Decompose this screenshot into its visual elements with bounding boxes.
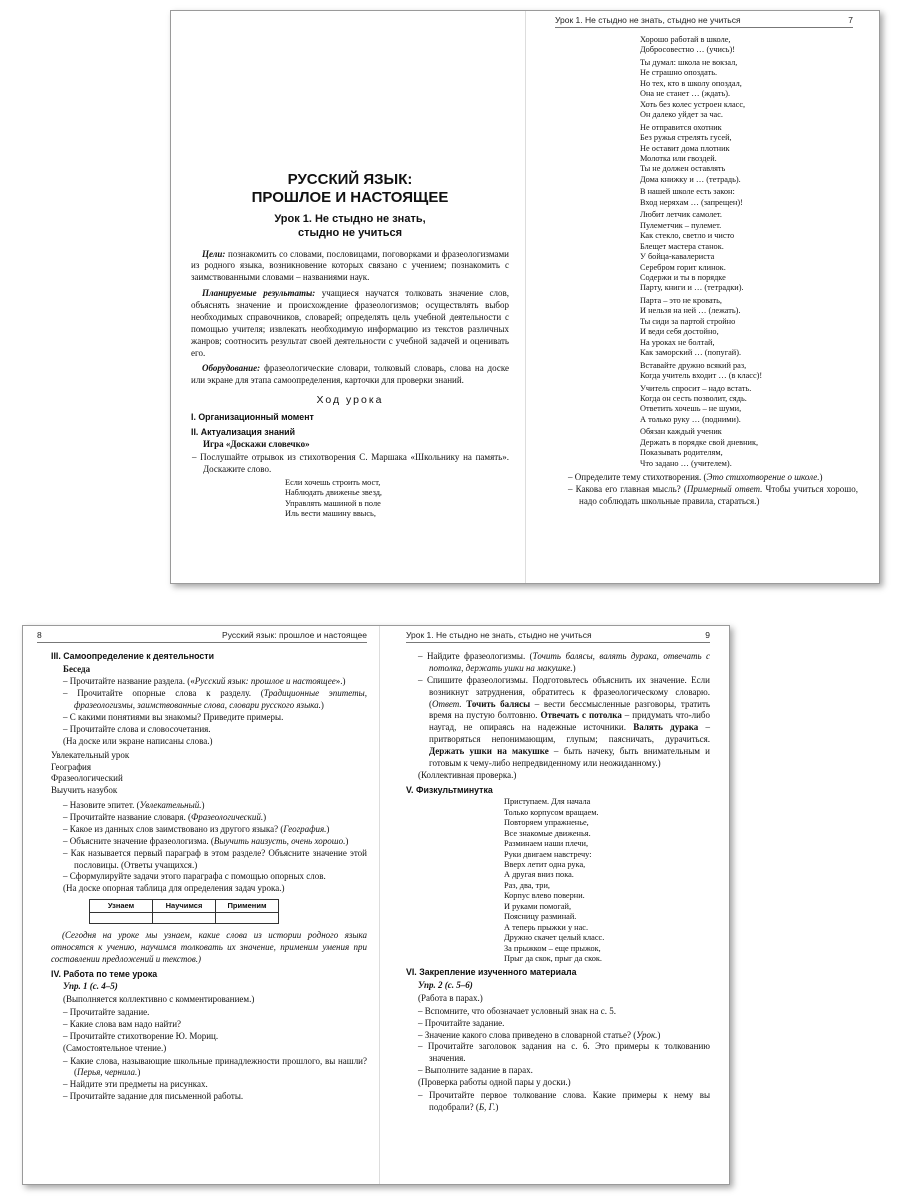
tasks-table-header-row — [90, 900, 279, 913]
list-item-answer: Увлекательный. — [139, 800, 202, 811]
section-5-heading: V. Физкультминутка — [406, 784, 493, 795]
board-word: Фразеологический — [51, 773, 123, 784]
list-item-text: – Какое из данных слов заимствовано из другого языка? ( — [63, 823, 284, 834]
section-4-heading: IV. Работа по теме урока — [51, 968, 158, 979]
poem-line: Ты думал: школа не вокзал, — [640, 57, 738, 67]
poem-line: Обязан каждый ученик — [640, 427, 722, 437]
question-theme-answer: Это стихотворение о школе. — [706, 472, 820, 483]
lesson-title-line1: Урок 1. Не стыдно не знать, — [274, 213, 426, 225]
list-item-text: – Найдите эти предметы на рисунках. — [63, 1079, 208, 1090]
list-item — [63, 812, 367, 824]
answer-label: Ответ. — [432, 698, 462, 709]
list-item-text: – С какими понятиями вы знакомы? Приведите примеры. — [63, 712, 284, 723]
list-item-text: – Прочитайте заголовок задания на с. 6. Это примеры к толкованию значения. — [418, 1041, 710, 1064]
page9-number: 9 — [705, 630, 710, 640]
last-question-end: ) — [495, 1101, 499, 1112]
poem-line: Парта – это не кровать, — [640, 295, 723, 305]
poem-line: Ты сиди за партой стройно — [640, 316, 736, 326]
list-item-text: – Выполните задание в парах. — [418, 1065, 533, 1076]
board-word: Выучить назубок — [51, 785, 118, 796]
list-item — [63, 724, 367, 736]
poem-line: Дружно скачет целый класс. — [504, 933, 605, 943]
list-item — [418, 1006, 710, 1018]
question-main-idea-answer: Чтобы учиться хорошо, надо соблюдать школьные правила, стараться.) — [579, 484, 858, 506]
poem-line: Если хочешь строить мост, — [285, 477, 381, 487]
poem-line: Серебром горит клинок. — [640, 262, 726, 272]
poem-line: Парту, книги и … (тетрадки). — [640, 283, 744, 293]
page8-number: 8 — [37, 630, 42, 640]
exercise-1-note: (Выполняется коллективно с комментированием.) — [63, 994, 255, 1005]
poem-line: Управлять машиной в поле — [285, 498, 381, 508]
idiom-3-meaning: – притворяться непонимающим, глупым; паясничать, дурачиться. — [429, 722, 711, 745]
exercise-1-heading: Упр. 1 (с. 4–5) — [63, 981, 118, 992]
page9-items-a — [406, 1006, 710, 1077]
poem-line: А теперь прыжки у нас. — [504, 922, 589, 932]
poem-line: Без ружья стрелять гусей, — [640, 133, 732, 143]
list-item-text: – Какие слова, называющие школьные принадлежности прошлого, вы нашли? ( — [63, 1055, 367, 1078]
equipment-label: Оборудование: — [202, 363, 261, 374]
poem-line: Все знакомые движенья. — [504, 828, 591, 838]
page7-header-title: Урок 1. Не стыдно не знать, стыдно не учиться — [555, 15, 741, 25]
poem-line: Он далеко уйдет за час. — [640, 110, 723, 120]
poem-line: Она не станет … (ждать). — [640, 89, 731, 99]
question-theme-end: ) — [819, 472, 823, 483]
lesson-summary: (Сегодня на уроке мы узнаем, какие слова из истории родного языка относятся к учению, научимся толковать их значение, применим умения при составлении предложений и текстов.) — [51, 930, 367, 964]
list-item — [63, 1079, 367, 1091]
list-item-end: ) — [326, 823, 330, 834]
game-title: Игра «Доскажи словечко» — [203, 439, 310, 450]
bottom-spread — [22, 625, 730, 1185]
goals-paragraph — [191, 249, 509, 285]
list-item-answer: Урок. — [636, 1029, 658, 1040]
list-item — [63, 871, 367, 883]
list-item-text: – Сформулируйте задачи этого параграфа с помощью опорных слов. — [63, 871, 326, 882]
lesson-title — [191, 213, 509, 241]
bottom-spread-fold — [379, 626, 380, 1184]
list-item — [63, 800, 367, 812]
list-item-text: – Как называется первый параграф в этом разделе? Объясните значение этой пословицы. (Ответы учащихся.) — [63, 847, 367, 870]
poem-line: И нельзя на ней … (лежать). — [640, 306, 741, 316]
poem-line: Хорошо работай в школе, — [640, 35, 731, 44]
question-theme — [568, 472, 858, 484]
poem-line: Вставайте дружно всякий раз, — [640, 360, 747, 370]
tasks-table-cell — [216, 913, 279, 924]
poem-line: Как стекло, светло и чисто — [640, 231, 735, 241]
list-item — [63, 836, 367, 848]
poem-line: Раз, два, три, — [504, 880, 550, 890]
list-item — [63, 688, 367, 712]
last-question-answer: Б, Г. — [478, 1101, 496, 1112]
list-item — [63, 1019, 367, 1031]
page8-items-c — [51, 1007, 367, 1043]
list-item-text: – Прочитайте стихотворение Ю. Мориц. — [63, 1030, 219, 1041]
find-idioms-answer: Точить балясы, валять дурака, отвечать с потолка, держать ушки на макушке. — [429, 651, 710, 673]
poem-line: Не отправится охотник — [640, 122, 722, 132]
poem-line: Повторяем упражненье, — [504, 818, 589, 828]
equipment-text: фразеологические словари, толковый словарь, слова на доске или экране для этапа самоопределения, карточки для проверки знаний. — [191, 363, 509, 386]
tasks-table-cell — [90, 913, 153, 924]
poem-line: Руки двигаем навстречу: — [504, 849, 592, 859]
table-note: (На доске опорная таблица для определения задач урока.) — [63, 883, 285, 894]
goals-text: познакомить со словами, пословицами, поговорками и фразеологизмами из родного языка, возникновение которых связано с учением; познакомить с заимствованными словами – названиями наук. — [191, 248, 509, 283]
beseda-heading: Беседа — [63, 663, 91, 674]
write-idioms-item — [418, 675, 710, 770]
poem-stanza — [640, 384, 858, 426]
list-item-text: – Объясните значение фразеологизма. ( — [63, 835, 214, 846]
page7-column — [568, 35, 858, 508]
list-item-text: – Значение какого слова приведено в словарной статье? ( — [418, 1029, 637, 1040]
list-item-text: – Прочитайте задание. — [63, 1007, 150, 1018]
list-item — [63, 676, 367, 688]
poem-line: Молотка или гвоздей. — [640, 153, 717, 163]
poem-line: Но тех, кто в школу опоздал, — [640, 78, 742, 88]
lesson-title-line2: стыдно не учиться — [297, 226, 403, 239]
idiom-4-meaning: – быть начеку, быть внимательным и готовым к чему-либо непредвиденному или неожиданному.) — [429, 746, 710, 768]
list-item-end: ) — [137, 1067, 141, 1078]
results-label: Планируемые результаты: — [202, 288, 316, 299]
poem-line: Когда учитель входит … (в класс)! — [640, 371, 763, 381]
page7-number: 7 — [848, 15, 853, 25]
main-title-line1: РУССКИЙ ЯЗЫК: — [287, 171, 413, 188]
poem-stanza — [640, 58, 858, 121]
poem-line: Как заморский … (попугай). — [640, 348, 742, 358]
goals-label: Цели: — [202, 248, 226, 259]
board-check-note: (Проверка работы одной пары у доски.) — [418, 1077, 571, 1088]
poem-stanza — [640, 35, 858, 56]
page9-column — [406, 651, 710, 1114]
poem-line: Не страшно опоздать. — [640, 68, 718, 78]
top-spread — [170, 10, 880, 584]
poem-line: Показывать родителям, — [640, 448, 723, 458]
list-item-text: – Какие слова вам надо найти? — [63, 1018, 182, 1029]
self-reading-note: (Самостоятельное чтение.) — [63, 1042, 167, 1053]
list-item — [63, 1056, 367, 1080]
list-item-answer: Выучить наизусть, очень хорошо. — [213, 835, 346, 846]
page8-items-b — [51, 800, 367, 883]
poem-line: Добросовестно … (учись)! — [640, 45, 735, 55]
section-2-heading: II. Актуализация знаний — [191, 426, 295, 437]
fizkult-poem — [504, 797, 710, 964]
list-item-answer: География. — [283, 823, 327, 834]
pairs-note: (Работа в парах.) — [418, 992, 483, 1003]
exercise-2-heading: Упр. 2 (с. 5–6) — [418, 980, 473, 991]
top-spread-fold — [525, 11, 526, 583]
list-item — [63, 848, 367, 872]
section-6-heading: VI. Закрепление изученного материала — [406, 967, 577, 978]
poem-stanza — [640, 210, 858, 294]
find-idioms-text: – Найдите фразеологизмы. ( — [418, 651, 533, 661]
page9-header — [406, 630, 710, 643]
list-item-text: – Прочитайте опорные слова к разделу. ( — [63, 688, 264, 699]
list-item-text: – Прочитайте задание. — [418, 1017, 505, 1028]
poem-line: У бойца-кавалериста — [640, 252, 715, 262]
list-item-end: ) — [320, 700, 324, 711]
page8-items-a — [51, 676, 367, 735]
find-idioms-end: ) — [572, 662, 576, 673]
poem-line: Приступаем. Для начала — [504, 797, 591, 807]
list-item — [63, 1091, 367, 1103]
poem-line: Хоть без колес устроен класс, — [640, 99, 746, 109]
list-item — [63, 824, 367, 836]
tasks-table-header: Применим — [216, 900, 279, 913]
khod-heading: Ход урока — [316, 394, 384, 407]
section-3-heading: III. Самоопределение к деятельности — [51, 651, 215, 661]
list-item — [63, 1031, 367, 1043]
game-text: – Послушайте отрывок из стихотворения С. Маршака «Школьнику на память». Доскажите слово. — [192, 452, 509, 474]
list-item-answer: Перья, чернила. — [77, 1067, 138, 1078]
poem-line: Ты не должен оставлять — [640, 164, 726, 174]
page8-header — [37, 630, 367, 643]
tasks-table — [89, 899, 279, 924]
poem-line: Поясницу разминай. — [504, 912, 577, 922]
poem-line: Блещет мастера станок. — [640, 241, 724, 251]
poem-line: Иль вести машину ввысь, — [285, 509, 376, 519]
list-item-end: ) — [263, 812, 267, 823]
poem-stanza — [640, 361, 858, 382]
tasks-table-empty-row — [90, 913, 279, 924]
poem-stanza — [640, 123, 858, 186]
poem-line: Дома книжку и … (тетрадь). — [640, 174, 741, 184]
list-item-end: ) — [201, 800, 205, 811]
tasks-table-cell — [153, 913, 216, 924]
main-title-line2: ПРОШЛОЕ И НАСТОЯЩЕЕ — [251, 189, 449, 206]
list-item-end: ».) — [335, 676, 346, 687]
board-words — [51, 750, 367, 798]
idiom-2: Отвечать с потолка — [540, 710, 622, 721]
poem-line: А другая вниз пока. — [504, 870, 574, 880]
tasks-table-header: Узнаем — [90, 900, 153, 913]
last-question-text: – Прочитайте первое толкование слова. Какие примеры к нему вы подобрали? ( — [418, 1089, 710, 1112]
poem-line: Вверх летит одна рука, — [504, 859, 586, 869]
poem-line: И руками помогай, — [504, 901, 572, 911]
tasks-table-header: Научимся — [153, 900, 216, 913]
idiom-2-meaning: – придумать что-либо наугад, не опираясь на надежные источники. — [429, 710, 711, 733]
write-idioms-text: – Спишите фразеологизмы. Подготовьтесь объяснить их значение. Если возникнут затруднения, обратитесь к фразеологическому словарю. ( — [418, 674, 710, 709]
idiom-4: Держать ушки на макушке — [429, 746, 549, 756]
list-item-answer: Фразеологический. — [191, 812, 264, 823]
page8-items-d — [51, 1056, 367, 1104]
poem-line: Ответить хочешь – не шуми, — [640, 404, 742, 414]
list-item — [63, 1007, 367, 1019]
poem-line: Разминаем наши плечи, — [504, 839, 589, 849]
poem-line: На уроках не болтай, — [640, 337, 715, 347]
last-question-item — [418, 1090, 710, 1114]
question-main-idea-label: Примерный ответ. — [686, 484, 763, 494]
list-item — [418, 1030, 710, 1042]
list-item-text: – Прочитайте слова и словосочетания. — [63, 723, 211, 734]
section-1-heading: I. Организационный момент — [191, 411, 314, 422]
list-item-text: – Прочитайте название раздела. (« — [63, 676, 195, 687]
results-text: учащиеся научатся толковать значение слов, объяснять значение и происхождение фразеологизмов; осуществлять выбор необходимых справочников, словарей; определять цель учебной деятельности с помощью учителя; извлекать необходимую информацию из текстов различных жанров; соотносить результат своей деятельности с учебной задачей и оценивать его. — [191, 288, 509, 358]
list-item-text: – Назовите эпитет. ( — [63, 800, 140, 811]
idiom-3: Валять дурака — [633, 722, 699, 733]
list-item-text: – Прочитайте задание для письменной работы. — [63, 1091, 244, 1102]
poem-line: Пулеметчик – пулемет. — [640, 220, 722, 230]
board-word: География — [51, 761, 91, 772]
poem-line: Держать в порядке свой дневник, — [640, 437, 759, 447]
page8-column — [51, 651, 367, 1103]
list-item — [418, 1065, 710, 1077]
list-item-answer: Традиционные эпитеты, фразеологизмы, заимствованные слова, словари русского языка. — [74, 688, 367, 711]
list-item-answer: Русский язык: прошлое и настоящее — [194, 676, 336, 687]
poem-line: В нашей школе есть закон: — [640, 187, 735, 197]
list-item — [418, 1018, 710, 1030]
list-item-text: – Вспомните, что обозначает условный знак на с. 5. — [418, 1005, 616, 1016]
poem-line: Только корпусом вращаем. — [504, 807, 599, 817]
page9-header-title: Урок 1. Не стыдно не знать, стыдно не учиться — [406, 630, 592, 640]
board-note: (На доске или экране написаны слова.) — [63, 735, 213, 746]
poem-line: Любит летчик самолет. — [640, 210, 723, 220]
results-paragraph — [191, 288, 509, 359]
poem-line: Что задано … (учителем). — [640, 458, 732, 468]
collective-check-note: (Коллективная проверка.) — [418, 769, 517, 780]
board-word: Увлекательный урок — [51, 749, 130, 760]
poem-line: Когда он сесть позволит, сядь. — [640, 393, 747, 403]
poem-stanza — [640, 296, 858, 359]
list-item — [63, 712, 367, 724]
question-main-idea — [568, 484, 858, 508]
find-idioms-item — [418, 651, 710, 675]
question-theme-text: – Определите тему стихотворения. ( — [568, 472, 707, 483]
list-item-end: ) — [345, 835, 349, 846]
poem-stanza — [640, 187, 858, 208]
idiom-1-meaning: – вести бессмысленные разговоры, тратить время на пустую болтовню. — [429, 698, 710, 721]
list-item-text: – Прочитайте название словаря. ( — [63, 812, 192, 823]
poem-line: Прыг да скок, прыг да скок. — [504, 954, 602, 964]
question-main-idea-text: – Какова его главная мысль? ( — [568, 484, 687, 494]
page8-header-title: Русский язык: прошлое и настоящее — [222, 630, 367, 640]
equipment-paragraph — [191, 363, 509, 387]
poem-line: Вход неряхам … (запрещен)! — [640, 197, 743, 207]
list-item — [418, 1041, 710, 1065]
marshak-poem — [285, 478, 509, 520]
poem-line: А только руку … (подними). — [640, 414, 741, 424]
poem-line: За прыжком – еще прыжок, — [504, 943, 601, 953]
page7-header — [555, 15, 853, 28]
poem-line: Наблюдать движенье звезд, — [285, 488, 382, 498]
poem-line: Учитель спросит – надо встать. — [640, 383, 752, 393]
poem-line: Не оставит дома плотник — [640, 143, 730, 153]
list-item-end: ) — [657, 1029, 661, 1040]
school-poem — [640, 35, 858, 469]
poem-stanza — [640, 427, 858, 469]
poem-line: Содержи и ты в порядке — [640, 272, 726, 282]
page6-column — [191, 171, 509, 520]
poem-line: И веди себя достойно, — [640, 327, 719, 337]
idiom-1: Точить балясы — [461, 698, 531, 709]
poem-line: Корпус влево поверни. — [504, 891, 585, 901]
